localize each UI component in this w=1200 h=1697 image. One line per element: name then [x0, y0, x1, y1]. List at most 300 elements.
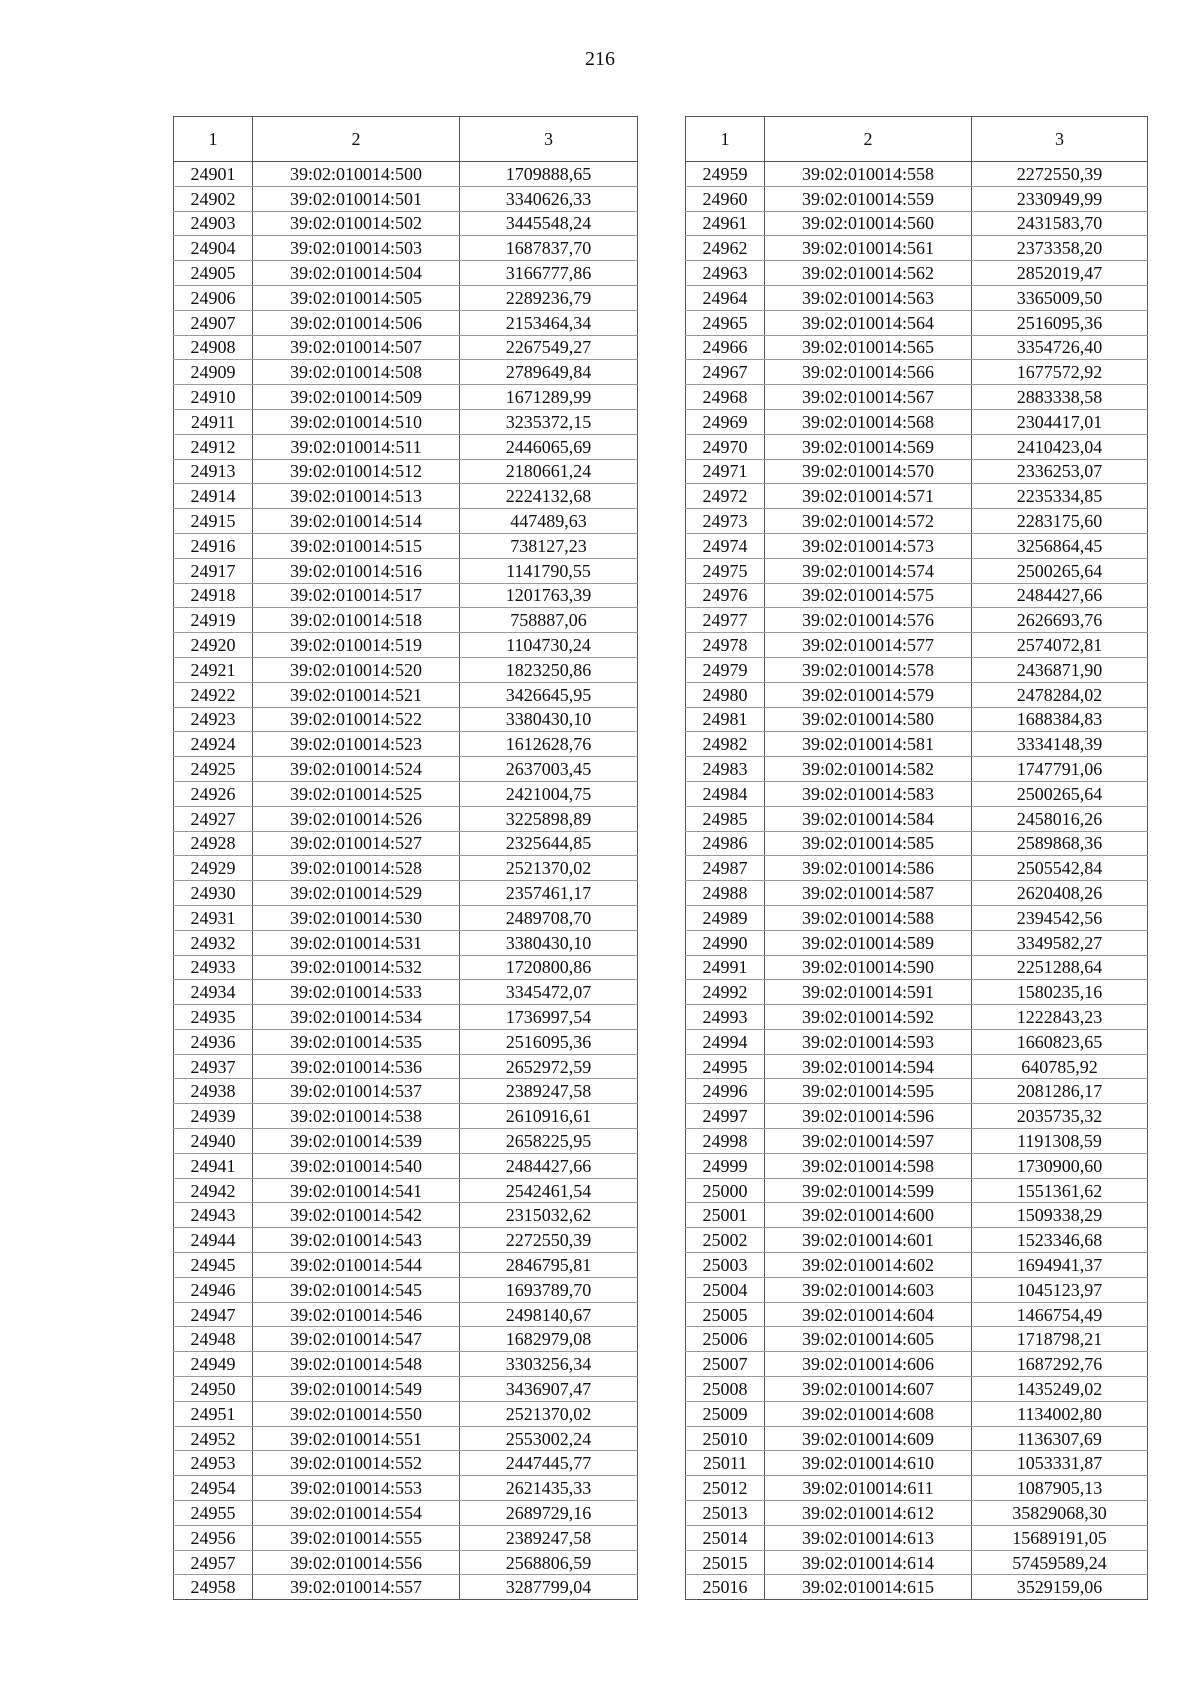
row-number-cell: 24936	[174, 1029, 253, 1054]
value-cell: 1736997,54	[460, 1005, 638, 1030]
value-cell: 2652972,59	[460, 1054, 638, 1079]
value-cell: 3166777,86	[460, 261, 638, 286]
row-number-cell: 25015	[686, 1550, 765, 1575]
row-number-cell: 24966	[686, 335, 765, 360]
cadastral-number-cell: 39:02:010014:527	[253, 831, 460, 856]
cadastral-number-cell: 39:02:010014:564	[765, 310, 972, 335]
value-cell: 1104730,24	[460, 633, 638, 658]
row-number-cell: 25001	[686, 1203, 765, 1228]
table-row	[174, 583, 638, 608]
table-row	[174, 1054, 638, 1079]
value-cell: 3334148,39	[972, 732, 1148, 757]
table-row	[686, 236, 1148, 261]
value-cell: 1660823,65	[972, 1029, 1148, 1054]
value-cell: 2484427,66	[972, 583, 1148, 608]
table-row	[174, 1352, 638, 1377]
row-number-cell: 24990	[686, 930, 765, 955]
table-row	[174, 1327, 638, 1352]
table-row	[686, 1575, 1148, 1600]
value-cell: 1688384,83	[972, 707, 1148, 732]
table-row	[174, 1525, 638, 1550]
row-number-cell: 25010	[686, 1426, 765, 1451]
value-cell: 758887,06	[460, 608, 638, 633]
row-number-cell: 25011	[686, 1451, 765, 1476]
cadastral-number-cell: 39:02:010014:584	[765, 806, 972, 831]
table-body-right	[686, 162, 1148, 1600]
cadastral-number-cell: 39:02:010014:565	[765, 335, 972, 360]
value-cell: 2325644,85	[460, 831, 638, 856]
cadastral-number-cell: 39:02:010014:531	[253, 930, 460, 955]
value-cell: 1191308,59	[972, 1129, 1148, 1154]
row-number-cell: 24934	[174, 980, 253, 1005]
row-number-cell: 24970	[686, 434, 765, 459]
table-row	[174, 236, 638, 261]
table-row	[686, 583, 1148, 608]
column-header-2: 2	[765, 117, 972, 162]
table-row	[686, 1054, 1148, 1079]
table-row	[686, 385, 1148, 410]
value-cell: 2574072,81	[972, 633, 1148, 658]
cadastral-number-cell: 39:02:010014:500	[253, 162, 460, 187]
value-cell: 3365009,50	[972, 285, 1148, 310]
cadastral-number-cell: 39:02:010014:613	[765, 1525, 972, 1550]
row-number-cell: 24912	[174, 434, 253, 459]
table-row	[686, 1005, 1148, 1030]
value-cell: 1201763,39	[460, 583, 638, 608]
value-cell: 3303256,34	[460, 1352, 638, 1377]
value-cell: 2035735,32	[972, 1104, 1148, 1129]
column-header-3: 3	[972, 117, 1148, 162]
table-row	[174, 1104, 638, 1129]
row-number-cell: 24931	[174, 905, 253, 930]
table-row	[686, 558, 1148, 583]
value-cell: 57459589,24	[972, 1550, 1148, 1575]
table-row	[686, 434, 1148, 459]
value-cell: 2542461,54	[460, 1178, 638, 1203]
cadastral-number-cell: 39:02:010014:517	[253, 583, 460, 608]
row-number-cell: 24919	[174, 608, 253, 633]
row-number-cell: 25003	[686, 1253, 765, 1278]
table-row	[686, 657, 1148, 682]
table-row	[686, 162, 1148, 187]
value-cell: 2626693,76	[972, 608, 1148, 633]
row-number-cell: 24940	[174, 1129, 253, 1154]
row-number-cell: 25008	[686, 1377, 765, 1402]
value-cell: 2224132,68	[460, 484, 638, 509]
cadastral-number-cell: 39:02:010014:524	[253, 757, 460, 782]
cadastral-number-cell: 39:02:010014:562	[765, 261, 972, 286]
value-cell: 2447445,77	[460, 1451, 638, 1476]
table-row	[174, 980, 638, 1005]
table-row	[174, 434, 638, 459]
cadastral-number-cell: 39:02:010014:552	[253, 1451, 460, 1476]
table-row	[686, 1253, 1148, 1278]
row-number-cell: 25000	[686, 1178, 765, 1203]
cadastral-number-cell: 39:02:010014:597	[765, 1129, 972, 1154]
value-cell: 2446065,69	[460, 434, 638, 459]
table-row	[686, 1352, 1148, 1377]
value-cell: 1551361,62	[972, 1178, 1148, 1203]
value-cell: 2389247,58	[460, 1079, 638, 1104]
cadastral-number-cell: 39:02:010014:577	[765, 633, 972, 658]
table-row	[174, 1253, 638, 1278]
row-number-cell: 24916	[174, 533, 253, 558]
row-number-cell: 24944	[174, 1228, 253, 1253]
cadastral-number-cell: 39:02:010014:556	[253, 1550, 460, 1575]
row-number-cell: 24974	[686, 533, 765, 558]
value-cell: 1687292,76	[972, 1352, 1148, 1377]
cadastral-number-cell: 39:02:010014:528	[253, 856, 460, 881]
row-number-cell: 24975	[686, 558, 765, 583]
cadastral-number-cell: 39:02:010014:570	[765, 459, 972, 484]
row-number-cell: 24914	[174, 484, 253, 509]
row-number-cell: 24982	[686, 732, 765, 757]
row-number-cell: 24969	[686, 409, 765, 434]
value-cell: 1682979,08	[460, 1327, 638, 1352]
cadastral-number-cell: 39:02:010014:592	[765, 1005, 972, 1030]
cadastral-number-cell: 39:02:010014:608	[765, 1401, 972, 1426]
table-row	[174, 310, 638, 335]
value-cell: 3445548,24	[460, 211, 638, 236]
cadastral-number-cell: 39:02:010014:530	[253, 905, 460, 930]
cadastral-number-cell: 39:02:010014:514	[253, 509, 460, 534]
table-row	[686, 1501, 1148, 1526]
cadastral-number-cell: 39:02:010014:518	[253, 608, 460, 633]
row-number-cell: 24950	[174, 1377, 253, 1402]
row-number-cell: 24942	[174, 1178, 253, 1203]
cadastral-number-cell: 39:02:010014:595	[765, 1079, 972, 1104]
cadastral-number-cell: 39:02:010014:533	[253, 980, 460, 1005]
cadastral-number-cell: 39:02:010014:561	[765, 236, 972, 261]
value-cell: 2431583,70	[972, 211, 1148, 236]
table-row	[686, 533, 1148, 558]
value-cell: 3436907,47	[460, 1377, 638, 1402]
cadastral-number-cell: 39:02:010014:535	[253, 1029, 460, 1054]
value-cell: 2846795,81	[460, 1253, 638, 1278]
value-cell: 2330949,99	[972, 186, 1148, 211]
table-row	[174, 633, 638, 658]
row-number-cell: 24927	[174, 806, 253, 831]
value-cell: 2283175,60	[972, 509, 1148, 534]
row-number-cell: 24948	[174, 1327, 253, 1352]
cadastral-number-cell: 39:02:010014:559	[765, 186, 972, 211]
value-cell: 1087905,13	[972, 1476, 1148, 1501]
value-cell: 2852019,47	[972, 261, 1148, 286]
table-row	[174, 335, 638, 360]
row-number-cell: 24994	[686, 1029, 765, 1054]
row-number-cell: 24991	[686, 955, 765, 980]
value-cell: 1823250,86	[460, 657, 638, 682]
value-cell: 3354726,40	[972, 335, 1148, 360]
row-number-cell: 24929	[174, 856, 253, 881]
cadastral-number-cell: 39:02:010014:585	[765, 831, 972, 856]
table-row	[174, 781, 638, 806]
cadastral-number-cell: 39:02:010014:598	[765, 1153, 972, 1178]
table-row	[174, 1550, 638, 1575]
row-number-cell: 24981	[686, 707, 765, 732]
row-number-cell: 24932	[174, 930, 253, 955]
value-cell: 2500265,64	[972, 558, 1148, 583]
row-number-cell: 24930	[174, 881, 253, 906]
cadastral-number-cell: 39:02:010014:521	[253, 682, 460, 707]
value-cell: 2505542,84	[972, 856, 1148, 881]
table-row	[174, 162, 638, 187]
table-row	[174, 1501, 638, 1526]
table-row	[686, 186, 1148, 211]
cadastral-number-cell: 39:02:010014:516	[253, 558, 460, 583]
table-row	[686, 1426, 1148, 1451]
value-cell: 2267549,27	[460, 335, 638, 360]
value-cell: 2521370,02	[460, 1401, 638, 1426]
value-cell: 15689191,05	[972, 1525, 1148, 1550]
value-cell: 2568806,59	[460, 1550, 638, 1575]
row-number-cell: 24955	[174, 1501, 253, 1526]
table-row	[174, 385, 638, 410]
table-row	[174, 1129, 638, 1154]
row-number-cell: 24985	[686, 806, 765, 831]
table-row	[174, 1178, 638, 1203]
column-header-1: 1	[686, 117, 765, 162]
cadastral-number-cell: 39:02:010014:546	[253, 1302, 460, 1327]
row-number-cell: 24959	[686, 162, 765, 187]
cadastral-number-cell: 39:02:010014:529	[253, 881, 460, 906]
table-row	[686, 261, 1148, 286]
cadastral-number-cell: 39:02:010014:505	[253, 285, 460, 310]
value-cell: 1730900,60	[972, 1153, 1148, 1178]
table-row	[686, 633, 1148, 658]
row-number-cell: 24989	[686, 905, 765, 930]
table-row	[686, 310, 1148, 335]
cadastral-number-cell: 39:02:010014:588	[765, 905, 972, 930]
table-row	[686, 1129, 1148, 1154]
value-cell: 1136307,69	[972, 1426, 1148, 1451]
cadastral-number-cell: 39:02:010014:540	[253, 1153, 460, 1178]
cadastral-number-cell: 39:02:010014:573	[765, 533, 972, 558]
table-row	[174, 1203, 638, 1228]
row-number-cell: 24995	[686, 1054, 765, 1079]
row-number-cell: 24945	[174, 1253, 253, 1278]
table-row	[686, 806, 1148, 831]
row-number-cell: 24920	[174, 633, 253, 658]
cadastral-number-cell: 39:02:010014:539	[253, 1129, 460, 1154]
table-row	[174, 558, 638, 583]
table-row	[686, 1079, 1148, 1104]
row-number-cell: 24993	[686, 1005, 765, 1030]
cadastral-number-cell: 39:02:010014:547	[253, 1327, 460, 1352]
value-cell: 2553002,24	[460, 1426, 638, 1451]
value-cell: 1747791,06	[972, 757, 1148, 782]
value-cell: 2272550,39	[460, 1228, 638, 1253]
value-cell: 1523346,68	[972, 1228, 1148, 1253]
table-row	[174, 707, 638, 732]
value-cell: 1718798,21	[972, 1327, 1148, 1352]
table-row	[174, 1377, 638, 1402]
cadastral-number-cell: 39:02:010014:566	[765, 360, 972, 385]
row-number-cell: 24949	[174, 1352, 253, 1377]
cadastral-number-cell: 39:02:010014:525	[253, 781, 460, 806]
row-number-cell: 24943	[174, 1203, 253, 1228]
cadastral-number-cell: 39:02:010014:534	[253, 1005, 460, 1030]
cadastral-number-cell: 39:02:010014:572	[765, 509, 972, 534]
cadastral-number-cell: 39:02:010014:519	[253, 633, 460, 658]
table-row	[686, 905, 1148, 930]
cadastral-number-cell: 39:02:010014:612	[765, 1501, 972, 1526]
row-number-cell: 24951	[174, 1401, 253, 1426]
value-cell: 2516095,36	[460, 1029, 638, 1054]
table-row	[174, 757, 638, 782]
row-number-cell: 24996	[686, 1079, 765, 1104]
table-row	[686, 1228, 1148, 1253]
value-cell: 2620408,26	[972, 881, 1148, 906]
cadastral-number-cell: 39:02:010014:526	[253, 806, 460, 831]
value-cell: 2658225,95	[460, 1129, 638, 1154]
row-number-cell: 24963	[686, 261, 765, 286]
row-number-cell: 24909	[174, 360, 253, 385]
row-number-cell: 24907	[174, 310, 253, 335]
cadastral-number-cell: 39:02:010014:602	[765, 1253, 972, 1278]
row-number-cell: 24941	[174, 1153, 253, 1178]
table-row	[686, 484, 1148, 509]
value-cell: 1466754,49	[972, 1302, 1148, 1327]
cadastral-number-cell: 39:02:010014:551	[253, 1426, 460, 1451]
cadastral-number-cell: 39:02:010014:503	[253, 236, 460, 261]
cadastral-number-cell: 39:02:010014:591	[765, 980, 972, 1005]
row-number-cell: 24952	[174, 1426, 253, 1451]
cadastral-number-cell: 39:02:010014:571	[765, 484, 972, 509]
table-row	[174, 1575, 638, 1600]
row-number-cell: 24933	[174, 955, 253, 980]
cadastral-number-cell: 39:02:010014:586	[765, 856, 972, 881]
row-number-cell: 24967	[686, 360, 765, 385]
cadastral-number-cell: 39:02:010014:589	[765, 930, 972, 955]
row-number-cell: 25006	[686, 1327, 765, 1352]
value-cell: 2498140,67	[460, 1302, 638, 1327]
row-number-cell: 24960	[686, 186, 765, 211]
table-row	[686, 608, 1148, 633]
table-row	[686, 980, 1148, 1005]
table-row	[686, 409, 1148, 434]
value-cell: 1509338,29	[972, 1203, 1148, 1228]
table-row	[686, 509, 1148, 534]
cadastral-number-cell: 39:02:010014:590	[765, 955, 972, 980]
table-row	[174, 1153, 638, 1178]
table-row	[686, 1451, 1148, 1476]
value-cell: 2235334,85	[972, 484, 1148, 509]
table-row	[686, 955, 1148, 980]
row-number-cell: 24901	[174, 162, 253, 187]
table-row	[174, 186, 638, 211]
value-cell: 2251288,64	[972, 955, 1148, 980]
table-row	[174, 1476, 638, 1501]
value-cell: 2500265,64	[972, 781, 1148, 806]
value-cell: 1045123,97	[972, 1277, 1148, 1302]
table-row	[174, 955, 638, 980]
value-cell: 1720800,86	[460, 955, 638, 980]
cadastral-number-cell: 39:02:010014:537	[253, 1079, 460, 1104]
value-cell: 3380430,10	[460, 707, 638, 732]
value-cell: 3256864,45	[972, 533, 1148, 558]
row-number-cell: 24961	[686, 211, 765, 236]
cadastral-number-cell: 39:02:010014:594	[765, 1054, 972, 1079]
cadastral-number-cell: 39:02:010014:541	[253, 1178, 460, 1203]
row-number-cell: 25013	[686, 1501, 765, 1526]
row-number-cell: 24976	[686, 583, 765, 608]
row-number-cell: 24979	[686, 657, 765, 682]
row-number-cell: 24947	[174, 1302, 253, 1327]
value-cell: 3529159,06	[972, 1575, 1148, 1600]
row-number-cell: 24978	[686, 633, 765, 658]
row-number-cell: 24908	[174, 335, 253, 360]
value-cell: 2789649,84	[460, 360, 638, 385]
value-cell: 738127,23	[460, 533, 638, 558]
row-number-cell: 24923	[174, 707, 253, 732]
cadastral-number-cell: 39:02:010014:513	[253, 484, 460, 509]
cadastral-number-cell: 39:02:010014:515	[253, 533, 460, 558]
row-number-cell: 24928	[174, 831, 253, 856]
value-cell: 2621435,33	[460, 1476, 638, 1501]
table-row	[686, 1327, 1148, 1352]
row-number-cell: 24986	[686, 831, 765, 856]
column-header-3: 3	[460, 117, 638, 162]
cadastral-number-cell: 39:02:010014:554	[253, 1501, 460, 1526]
row-number-cell: 25005	[686, 1302, 765, 1327]
table-row	[174, 1277, 638, 1302]
table-row	[686, 781, 1148, 806]
row-number-cell: 24917	[174, 558, 253, 583]
cadastral-number-cell: 39:02:010014:557	[253, 1575, 460, 1600]
value-cell: 3235372,15	[460, 409, 638, 434]
row-number-cell: 24937	[174, 1054, 253, 1079]
value-cell: 2489708,70	[460, 905, 638, 930]
row-number-cell: 24921	[174, 657, 253, 682]
cadastral-number-cell: 39:02:010014:583	[765, 781, 972, 806]
value-cell: 2484427,66	[460, 1153, 638, 1178]
value-cell: 1694941,37	[972, 1253, 1148, 1278]
cadastral-number-cell: 39:02:010014:501	[253, 186, 460, 211]
cadastral-number-cell: 39:02:010014:509	[253, 385, 460, 410]
row-number-cell: 24918	[174, 583, 253, 608]
cadastral-table-right	[685, 116, 1148, 1600]
table-row	[686, 1401, 1148, 1426]
table-row	[686, 1104, 1148, 1129]
row-number-cell: 25016	[686, 1575, 765, 1600]
value-cell: 3340626,33	[460, 186, 638, 211]
row-number-cell: 24902	[174, 186, 253, 211]
value-cell: 3287799,04	[460, 1575, 638, 1600]
table-row	[686, 732, 1148, 757]
table-row	[686, 1525, 1148, 1550]
row-number-cell: 24997	[686, 1104, 765, 1129]
table-row	[174, 608, 638, 633]
table-row	[174, 905, 638, 930]
row-number-cell: 24905	[174, 261, 253, 286]
cadastral-number-cell: 39:02:010014:593	[765, 1029, 972, 1054]
row-number-cell: 25009	[686, 1401, 765, 1426]
row-number-cell: 24984	[686, 781, 765, 806]
cadastral-number-cell: 39:02:010014:576	[765, 608, 972, 633]
table-row	[174, 459, 638, 484]
value-cell: 2458016,26	[972, 806, 1148, 831]
cadastral-number-cell: 39:02:010014:575	[765, 583, 972, 608]
row-number-cell: 25012	[686, 1476, 765, 1501]
cadastral-number-cell: 39:02:010014:550	[253, 1401, 460, 1426]
row-number-cell: 24987	[686, 856, 765, 881]
value-cell: 2521370,02	[460, 856, 638, 881]
table-row	[174, 211, 638, 236]
cadastral-number-cell: 39:02:010014:600	[765, 1203, 972, 1228]
value-cell: 3345472,07	[460, 980, 638, 1005]
cadastral-number-cell: 39:02:010014:558	[765, 162, 972, 187]
